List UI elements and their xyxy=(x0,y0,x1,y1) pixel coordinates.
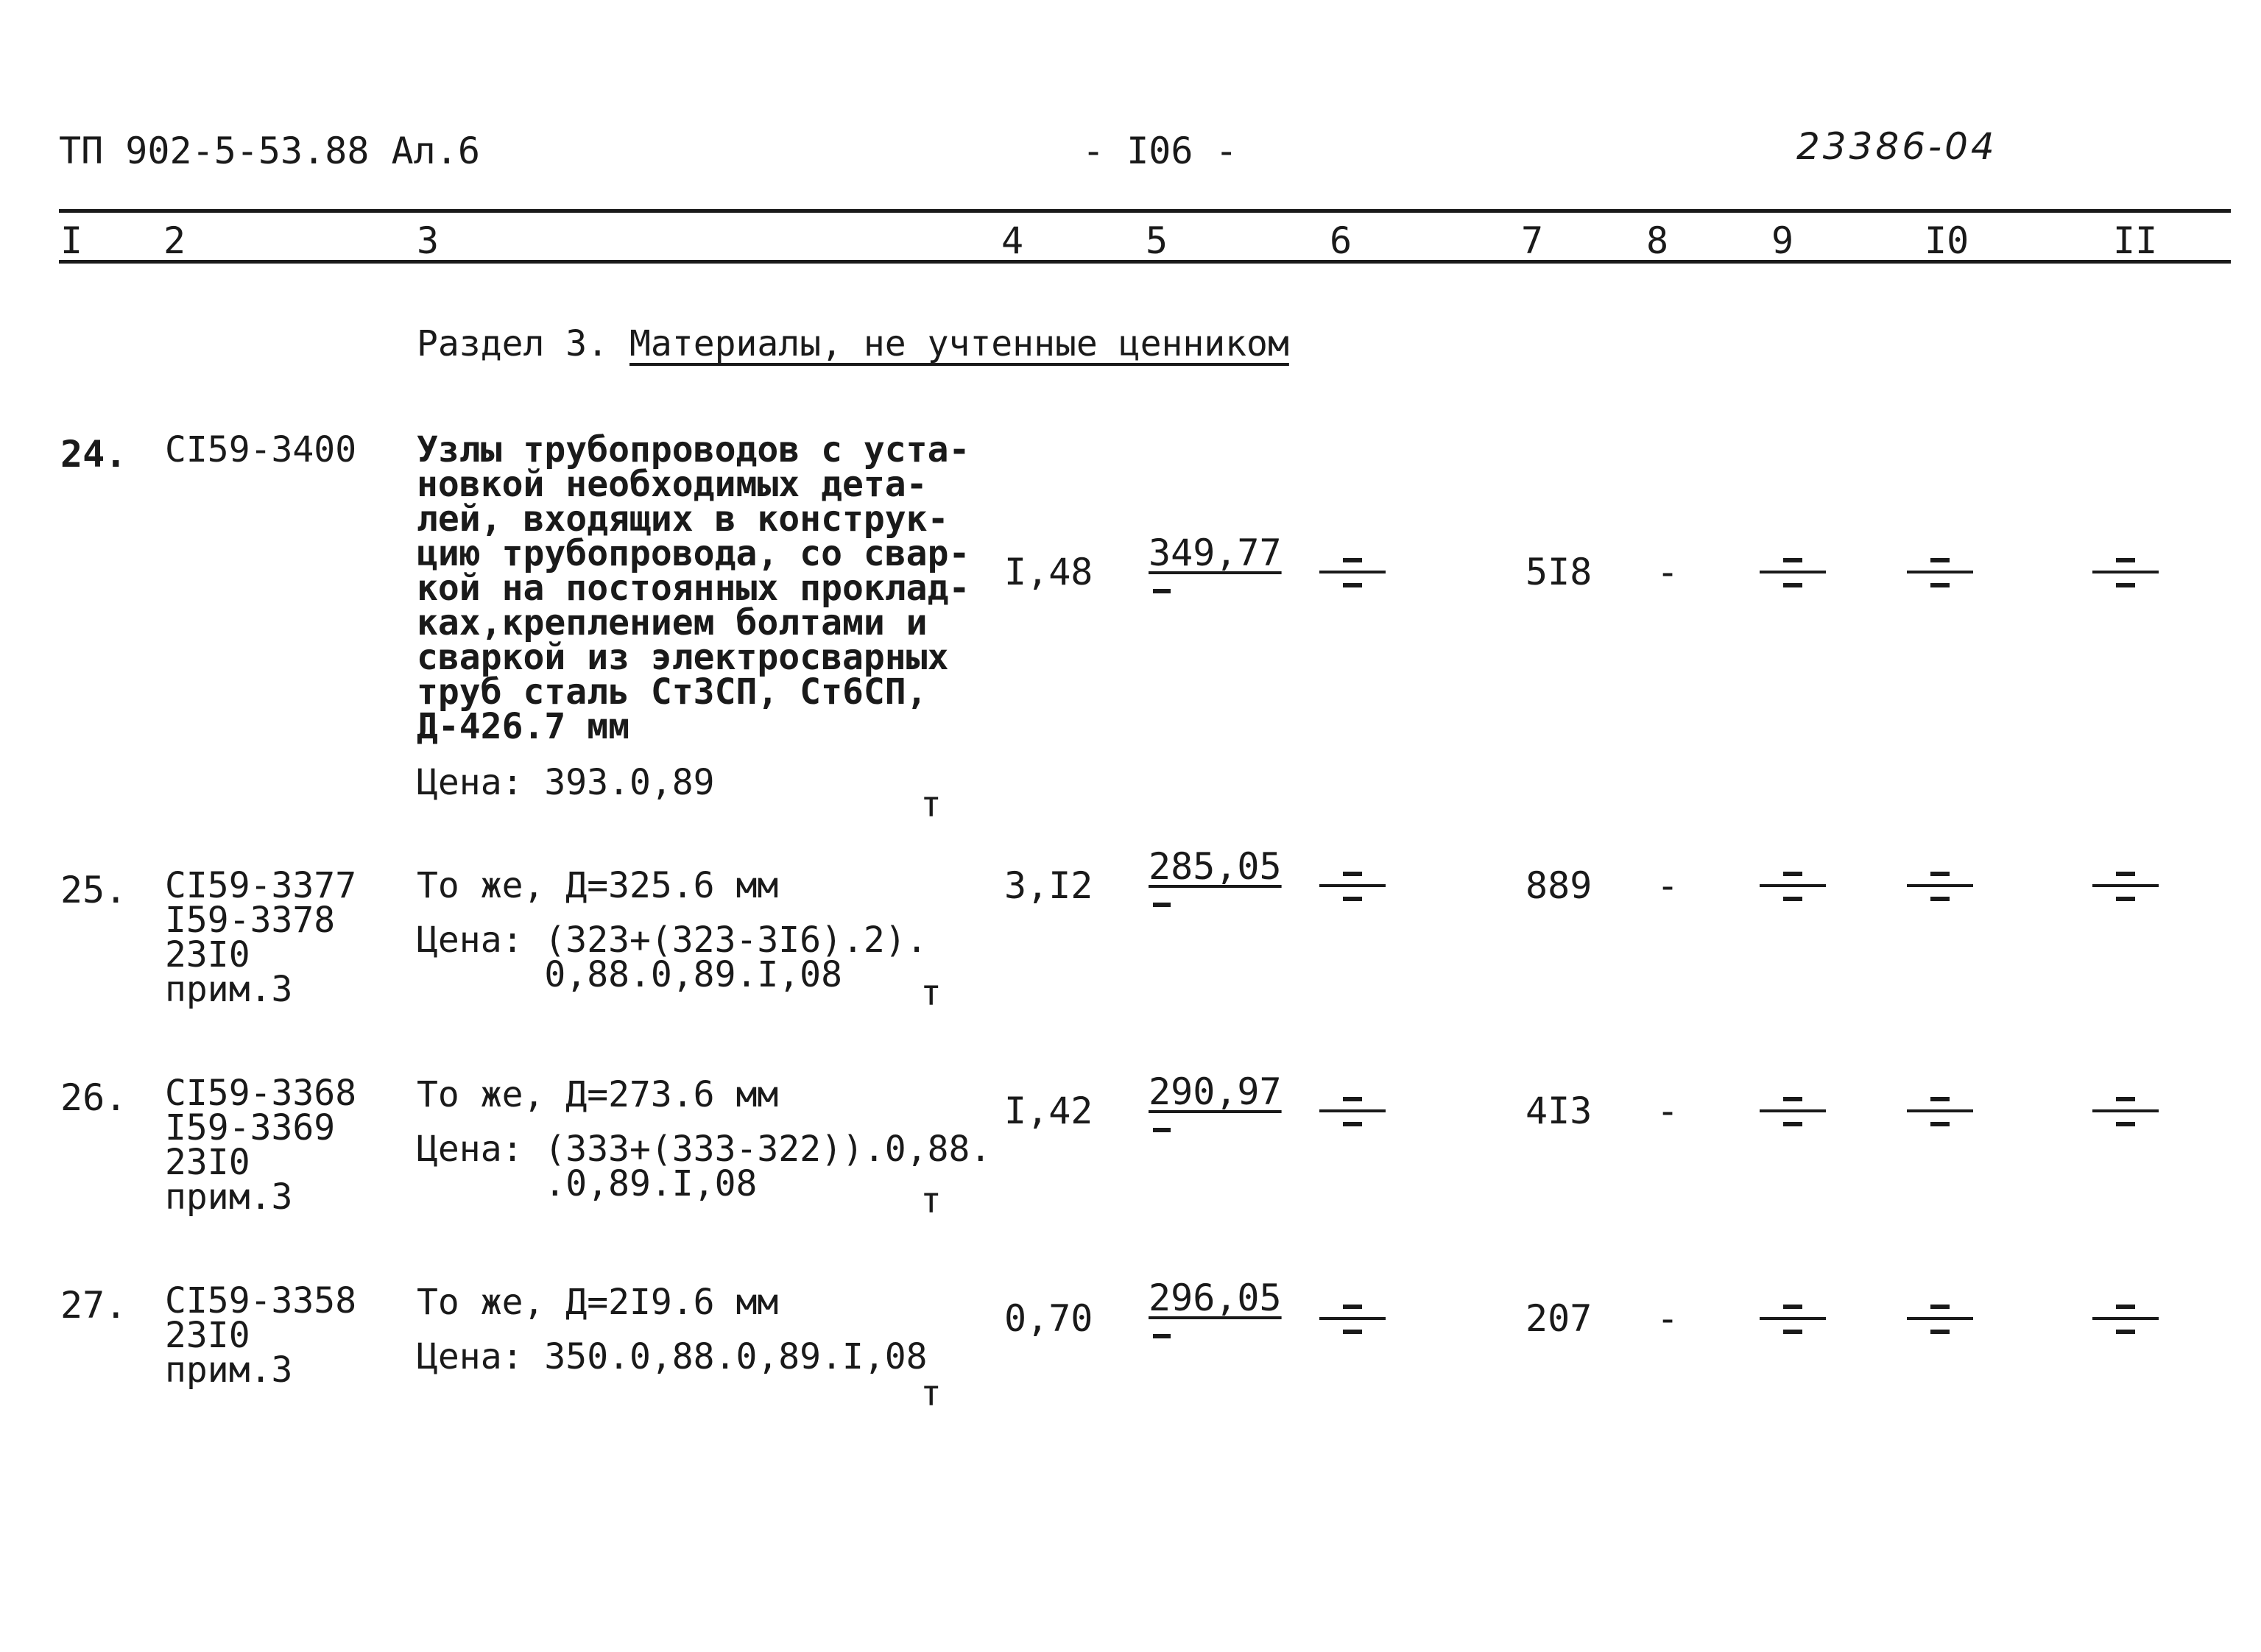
column-number: 2 xyxy=(163,219,186,262)
row-codes xyxy=(165,1280,357,1391)
row-unit-price: 349,77 xyxy=(1149,532,1282,574)
row-unit-price: 296,05 xyxy=(1149,1277,1282,1319)
code-line: прим.3 xyxy=(165,1176,293,1218)
row-description: То же, Д=2I9.6 мм xyxy=(417,1282,779,1323)
ditto-mark xyxy=(1907,863,1973,908)
column-number: 8 xyxy=(1646,219,1669,262)
column-number: II xyxy=(2113,219,2158,262)
code-line: прим.3 xyxy=(165,1349,293,1391)
page-number: - I06 - xyxy=(1082,130,1238,172)
row-unit: т xyxy=(920,784,942,825)
row-price-formula xyxy=(417,919,928,995)
ditto-mark xyxy=(1907,549,1973,595)
description-line: кой на постоянных проклад- xyxy=(417,568,970,609)
column-number: 4 xyxy=(1001,219,1024,262)
row-col8-value: - xyxy=(1657,1297,1679,1340)
row-codes xyxy=(165,865,357,1010)
row-codes xyxy=(165,1073,357,1218)
column-number: 5 xyxy=(1146,219,1168,262)
column-number: I0 xyxy=(1925,219,1969,262)
row-unit: т xyxy=(920,973,942,1014)
row-unit: т xyxy=(920,1373,942,1414)
row-col8-value: - xyxy=(1657,864,1679,907)
row-col7-value: 889 xyxy=(1525,864,1592,907)
row-price-formula: Цена: 393.0,89 xyxy=(417,762,715,803)
ditto-mark xyxy=(1907,1088,1973,1134)
code-line: I59-3378 xyxy=(165,900,336,941)
section-prefix: Раздел 3. xyxy=(417,323,609,364)
code-line: CI59-3377 xyxy=(165,865,357,906)
ditto-mark xyxy=(1319,1296,1386,1341)
archive-number: 23386-04 xyxy=(1796,125,1997,168)
code-line: прим.3 xyxy=(165,969,293,1010)
column-number: 9 xyxy=(1771,219,1794,262)
row-col7-value: 207 xyxy=(1525,1297,1592,1340)
price-line: .0,89.I,08 xyxy=(417,1163,758,1204)
ditto-mark xyxy=(2092,1296,2159,1341)
row-unit: т xyxy=(920,1180,942,1221)
description-line: труб сталь Ст3СП, Ст6СП, xyxy=(417,671,928,713)
doc-code: ТП 902-5-53.88 Ал.6 xyxy=(59,130,480,172)
row-quantity: 0,70 xyxy=(1004,1297,1093,1340)
price-line: Цена: (323+(323-3I6).2). xyxy=(417,919,928,961)
code-line: CI59-3368 xyxy=(165,1073,357,1114)
description-line: цию трубопровода, со свар- xyxy=(417,533,970,574)
ditto-mark xyxy=(1319,863,1386,908)
code-line: 23I0 xyxy=(165,1315,250,1356)
column-number: 3 xyxy=(417,219,440,262)
header-rule-bottom xyxy=(59,260,2231,264)
row-unit-price: 290,97 xyxy=(1149,1070,1282,1113)
ditto-mark xyxy=(2092,863,2159,908)
code-line: 23I0 xyxy=(165,1142,250,1183)
section-heading xyxy=(417,323,1289,364)
description-line: Д-426.7 мм xyxy=(417,706,629,747)
row-description: То же, Д=273.6 мм xyxy=(417,1074,779,1115)
row-code: CI59-3400 xyxy=(165,429,357,470)
section-title: Материалы, не учтенные ценником xyxy=(629,323,1289,364)
column-number: 6 xyxy=(1330,219,1352,262)
ditto-mark xyxy=(2092,1088,2159,1134)
price-line: 0,88.0,89.I,08 xyxy=(417,954,842,995)
column-number: 7 xyxy=(1521,219,1544,262)
row-col8-value: - xyxy=(1657,551,1679,593)
price-dash-mark xyxy=(1153,589,1171,593)
description-line: ках,креплением болтами и xyxy=(417,602,928,643)
ditto-mark xyxy=(1760,549,1826,595)
row-number: 26. xyxy=(60,1076,127,1119)
ditto-mark xyxy=(1760,1296,1826,1341)
code-line: I59-3369 xyxy=(165,1107,336,1148)
header-rule-top xyxy=(59,209,2231,213)
row-unit-price: 285,05 xyxy=(1149,845,1282,888)
row-quantity: I,42 xyxy=(1004,1090,1093,1132)
row-number: 25. xyxy=(60,869,127,911)
row-number: 27. xyxy=(60,1284,127,1327)
description-line: новкой необходимых дета- xyxy=(417,464,928,505)
price-dash-mark xyxy=(1153,903,1171,907)
ditto-mark xyxy=(1907,1296,1973,1341)
description-line: лей, входящих в конструк- xyxy=(417,498,949,540)
column-number: I xyxy=(60,219,83,262)
row-col8-value: - xyxy=(1657,1090,1679,1132)
row-description xyxy=(417,429,970,747)
price-dash-mark xyxy=(1153,1334,1171,1338)
row-number: 24. xyxy=(60,433,127,476)
row-quantity: I,48 xyxy=(1004,551,1093,593)
description-line: сваркой из электросварных xyxy=(417,637,949,678)
ditto-mark xyxy=(1760,863,1826,908)
description-line: Узлы трубопроводов с уста- xyxy=(417,429,970,470)
row-description: То же, Д=325.6 мм xyxy=(417,865,779,906)
code-line: CI59-3358 xyxy=(165,1280,357,1321)
row-col7-value: 4I3 xyxy=(1525,1090,1592,1132)
code-line: 23I0 xyxy=(165,934,250,975)
price-line: Цена: (333+(333-322)).0,88. xyxy=(417,1129,992,1170)
ditto-mark xyxy=(2092,549,2159,595)
row-price-formula xyxy=(417,1129,992,1204)
row-price-formula: Цена: 350.0,88.0,89.I,08 xyxy=(417,1336,928,1377)
row-quantity: 3,I2 xyxy=(1004,864,1093,907)
price-dash-mark xyxy=(1153,1128,1171,1132)
ditto-mark xyxy=(1319,549,1386,595)
ditto-mark xyxy=(1319,1088,1386,1134)
row-col7-value: 5I8 xyxy=(1525,551,1592,593)
ditto-mark xyxy=(1760,1088,1826,1134)
